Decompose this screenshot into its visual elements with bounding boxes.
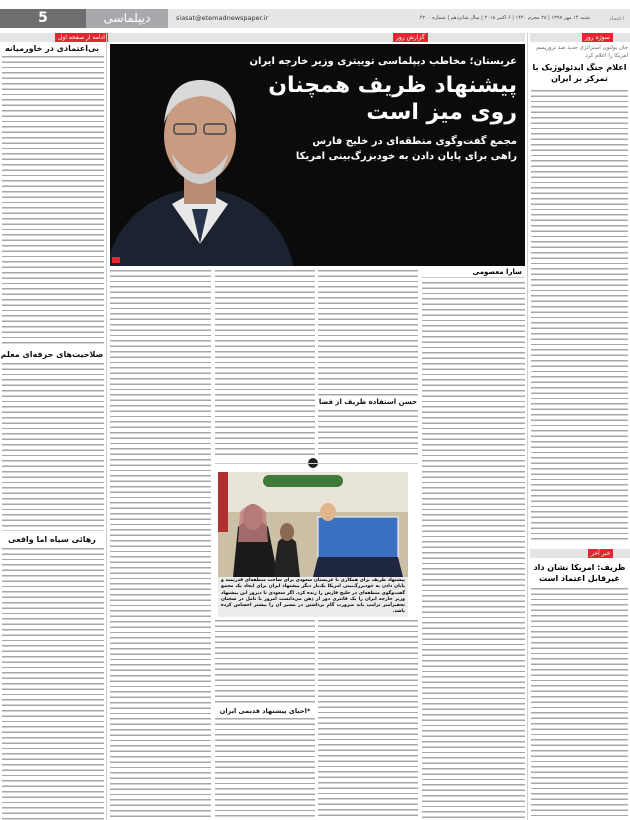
last-news-label: خبر آخر <box>588 549 613 558</box>
newspaper-logo: اعتماد <box>608 15 624 22</box>
meeting-photo <box>218 472 408 577</box>
right-title: اعلام جنگ ایدئولوژیک با تمرکز بر ایران <box>532 63 627 83</box>
title-line: غیرقابل اعتماد است <box>539 574 620 583</box>
subhead-zarif-space: حسن استفاده ظریف از فضا <box>318 398 418 406</box>
article-body <box>215 718 315 820</box>
photo-credit-tag <box>112 257 120 263</box>
strip <box>108 33 525 42</box>
last-news-title <box>531 562 628 584</box>
article-body <box>2 548 104 820</box>
article-body <box>318 410 418 455</box>
main-title <box>268 72 517 126</box>
email-link[interactable]: siasat@etemadnewspaper.ir <box>176 14 269 22</box>
page-number-box: 5 <box>0 9 86 28</box>
title-line: روی میز است <box>366 100 517 125</box>
left-title-release: رهائی سیاه اما واقعی <box>8 535 96 544</box>
photo-caption: پیشنهاد ظریف برای همکاری با عربستان سعودی برای ساخت منطقه‌ای قدرتمند و پایان دادن به خودبزرگ‌بینی امریکا یک‌بار دیگر پیشنهاد ایران برای ایجاد یک مجمع گفت‌وگوی منطقه‌ای در خلیج فارس را زنده کرد. اگر سعودی تا دیروز این پیشنهاد وزیر خارجه ایران را یک فانتزی دور از ذهن می‌دانست امروز با تامل در سخنان تحقیرآمیز ترامپ باید ضرورت گام برداشتن در مسیر آن را بیشتر احساس کرده باشد. <box>218 577 408 617</box>
subtitle-line: راهی برای پایان دادن به خودبزرگ‌بینی امریکا <box>295 151 517 162</box>
article-body <box>318 270 418 396</box>
strip <box>530 549 630 558</box>
divider <box>422 277 525 278</box>
divider <box>215 463 418 464</box>
main-kicker: عربستان؛ مخاطب دیپلماسی توییتری وزیر خارجه ایران <box>249 56 517 67</box>
left-title-mistrust: بی‌اعتمادی در خاورمیانه <box>4 44 100 53</box>
date-line: شنبه ۱۴ مهر ۱۳۹۷ | ۲۸ محرم ۱۴۴۰ | ۶ اکتبر ۲۰۱۸ | سال شانزدهم | شماره ۴۲۰۰ <box>419 15 590 21</box>
column-divider <box>106 33 107 820</box>
article-body <box>531 90 628 540</box>
article-body <box>110 270 211 820</box>
article-author: سارا معصومی <box>472 268 522 276</box>
subtitle-line: مجمع گفت‌وگوی منطقه‌ای در خلیج فارس <box>312 136 517 147</box>
news-photo <box>218 472 408 577</box>
title-line: ظریف: امریکا نشان داد <box>533 563 626 572</box>
subhead-old-proposal: *احیای پیشنهاد قدیمی ایران <box>219 707 311 715</box>
article-body <box>215 270 315 455</box>
left-title-teacher: صلاحیت‌های حرفه‌ای معلم <box>0 350 104 359</box>
article-body <box>2 363 104 531</box>
main-subtitle <box>296 134 517 164</box>
article-body <box>215 620 315 706</box>
article-body <box>422 282 525 820</box>
article-body <box>2 56 104 346</box>
article-body <box>318 620 418 820</box>
report-label: گزارش روز <box>393 33 428 42</box>
topic-label: سوژه روز <box>582 33 613 42</box>
title-line: پیشنهاد ظریف همچنان <box>268 73 517 98</box>
strip <box>530 33 630 42</box>
right-kicker: جان بولتون استراتژی جدید ضد تروریسم امریکا را اعلام کرد <box>536 45 628 59</box>
article-body <box>531 588 628 820</box>
column-divider <box>527 33 528 820</box>
section-name: دیپلماسی <box>86 9 168 28</box>
continued-label: ادامه از صفحه اول <box>55 33 108 42</box>
